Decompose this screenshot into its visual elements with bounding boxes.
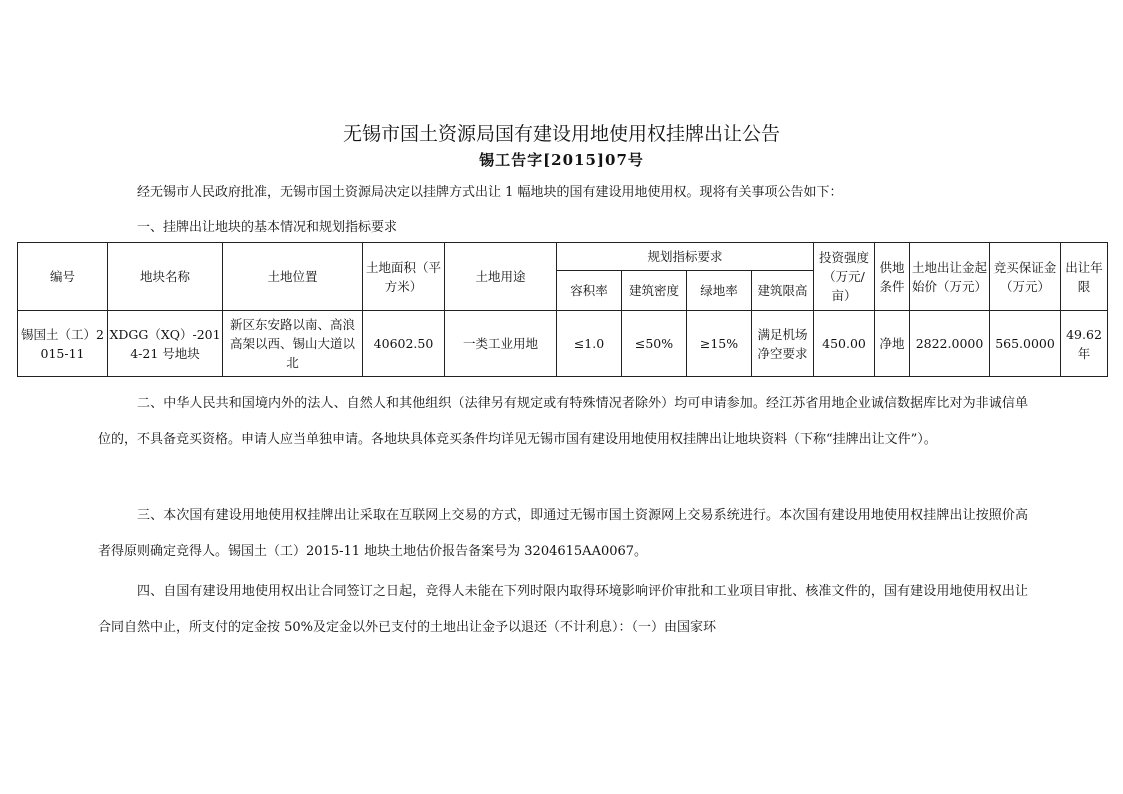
header-green-ratio: 绿地率 <box>687 271 752 311</box>
cell-building-density: ≤50% <box>622 311 687 377</box>
header-parcel-name: 地块名称 <box>108 243 223 311</box>
cell-term: 49.62年 <box>1061 311 1108 377</box>
header-term: 出让年限 <box>1061 243 1108 311</box>
cell-green-ratio: ≥15% <box>687 311 752 377</box>
cell-parcel-name: XDGG（XQ）-2014-21 号地块 <box>108 311 223 377</box>
document-number: 锡工告字[2015]07号 <box>479 151 644 169</box>
header-investment-intensity: 投资强度（万元/亩） <box>814 243 875 311</box>
section-1-heading: 一、挂牌出让地块的基本情况和规划指标要求 <box>137 220 398 235</box>
table-row <box>18 311 1108 377</box>
header-land-use: 土地用途 <box>445 243 557 311</box>
cell-land-use: 一类工业用地 <box>445 311 557 377</box>
header-area: 土地面积（平方米） <box>363 243 445 311</box>
cell-area: 40602.50 <box>363 311 445 377</box>
header-supply-condition: 供地条件 <box>875 243 910 311</box>
table-header-row <box>18 243 1108 271</box>
paragraph-3: 三、本次国有建设用地使用权挂牌出让采取在互联网上交易的方式，即通过无锡市国土资源网上交易系统进行。本次国有建设用地使用权挂牌出让按照价高者得原则确定竞得人。锡国土（工）2015-11 地块土地估价报告备案号为 3204615AA0067。 <box>98 508 1028 559</box>
header-floor-area-ratio: 容积率 <box>557 271 622 311</box>
header-planning-requirements: 规划指标要求 <box>557 243 814 271</box>
header-start-price: 土地出让金起始价（万元） <box>910 243 990 311</box>
cell-location: 新区东安路以南、高浪高架以西、锡山大道以北 <box>223 311 363 377</box>
cell-height-limit: 满足机场净空要求 <box>752 311 814 377</box>
cell-supply-condition: 净地 <box>875 311 910 377</box>
header-height-limit: 建筑限高 <box>752 271 814 311</box>
header-code: 编号 <box>18 243 108 311</box>
header-deposit: 竞买保证金（万元） <box>990 243 1061 311</box>
intro-paragraph: 经无锡市人民政府批准，无锡市国土资源局决定以挂牌方式出让 1 幅地块的国有建设用地使用权。现将有关事项公告如下： <box>137 185 843 200</box>
header-location: 土地位置 <box>223 243 363 311</box>
cell-code: 锡国土（工）2015-11 <box>18 311 108 377</box>
cell-investment-intensity: 450.00 <box>814 311 875 377</box>
header-building-density: 建筑密度 <box>622 271 687 311</box>
paragraph-4: 四、自国有建设用地使用权出让合同签订之日起，竞得人未能在下列时限内取得环境影响评价审批和工业项目审批、核准文件的，国有建设用地使用权出让合同自然中止，所支付的定金按 50%及定金以外已支付的土地出让金予以退还（不计利息）：（一）由国家环 <box>98 584 1028 635</box>
cell-start-price: 2822.0000 <box>910 311 990 377</box>
cell-deposit: 565.0000 <box>990 311 1061 377</box>
cell-floor-area-ratio: ≤1.0 <box>557 311 622 377</box>
document-title: 无锡市国土资源局国有建设用地使用权挂牌出让公告 <box>342 123 780 145</box>
paragraph-2: 二、中华人民共和国境内外的法人、自然人和其他组织（法律另有规定或有特殊情况者除外）均可申请参加。经江苏省用地企业诚信数据库比对为非诚信单位的，不具备竞买资格。申请人应当单独申请。各地块具体竞买条件均详见无锡市国有建设用地使用权挂牌出让地块资料（下称“挂牌出让文件”）。 <box>98 396 1028 447</box>
land-parcel-table <box>17 242 1108 377</box>
